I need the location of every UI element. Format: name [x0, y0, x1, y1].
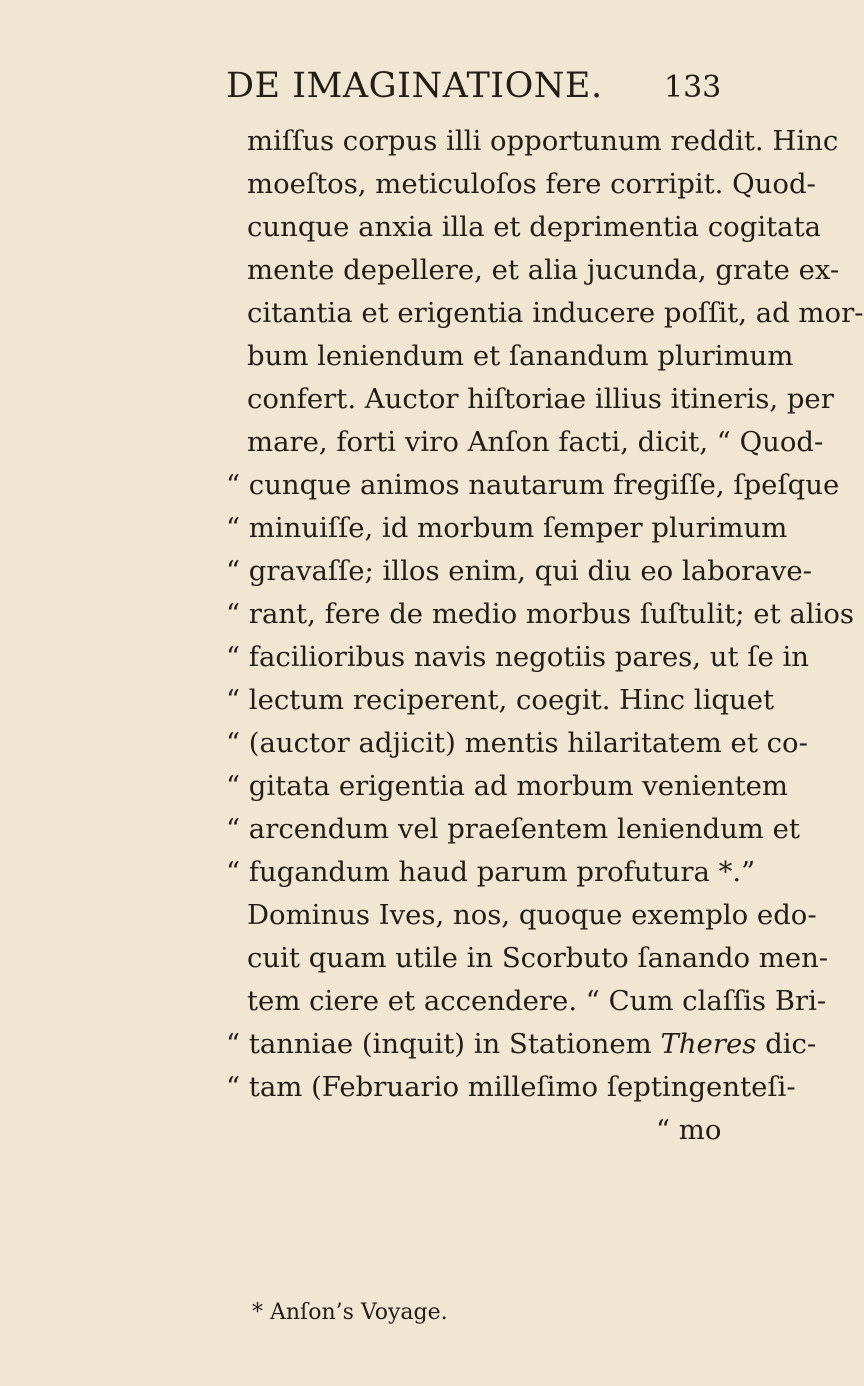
text-line: citantia et erigentia inducere poſſit, ad mor- [247, 297, 864, 329]
text-line: mare, forti viro Anſon facti, dicit, “ Quod- [247, 426, 824, 458]
text-line: miſſus corpus illi opportunum reddit. Hinc [247, 125, 839, 157]
text-line: moeſtos, meticuloſos fere corripit. Quod- [247, 168, 816, 200]
text-line: “ lectum reciperent, coegit. Hinc liquet [226, 684, 775, 716]
text-line: “ tam (Februario milleſimo ſeptingenteſi- [226, 1071, 796, 1103]
text-line-end: dic- [756, 1028, 817, 1060]
text-line: cunque anxia illa et deprimentia cogitata [247, 211, 822, 243]
catchword: “ mo [656, 1114, 722, 1146]
footnote: * Anſon’s Voyage. [252, 1300, 448, 1325]
text-line: “ gravaſſe; illos enim, qui diu eo laborave- [226, 555, 812, 587]
text-line: “ arcendum vel praeſentem leniendum et [226, 813, 800, 845]
text-line: Dominus Ives, nos, quoque exemplo edo- [247, 899, 817, 931]
text-line: “ (auctor adjicit) mentis hilaritatem et co- [226, 727, 808, 759]
text-line: “ cunque animos nautarum fregiſſe, ſpeſque [226, 469, 840, 501]
text-line: “ fugandum haud parum profutura *.” [226, 856, 756, 888]
text-line: mente depellere, et alia jucunda, grate ex- [247, 254, 840, 286]
text-line: confert. Auctor hiſtoriae illius itineris, per [247, 383, 834, 415]
text-line: “ minuiſſe, id morbum ſemper plurimum [226, 512, 788, 544]
text-line: “ rant, fere de medio morbus ſuſtulit; et alios [226, 598, 855, 630]
running-title: DE IMAGINATIONE. [226, 66, 603, 106]
text-line: cuit quam utile in Scorbuto ſanando men- [247, 942, 829, 974]
italic-word: Theres [660, 1028, 757, 1060]
text-line: tem ciere et accendere. “ Cum claſſis Bri- [247, 985, 827, 1017]
text-line: bum leniendum et ſanandum plurimum [247, 340, 794, 372]
text-line: “ facilioribus navis negotiis pares, ut ſe in [226, 641, 809, 673]
page-number: 133 [664, 70, 722, 105]
text-line: “ gitata erigentia ad morbum venientem [226, 770, 788, 802]
text-line [226, 1023, 816, 1066]
text-line-start: “ tanniae (inquit) in Stationem [226, 1028, 652, 1060]
